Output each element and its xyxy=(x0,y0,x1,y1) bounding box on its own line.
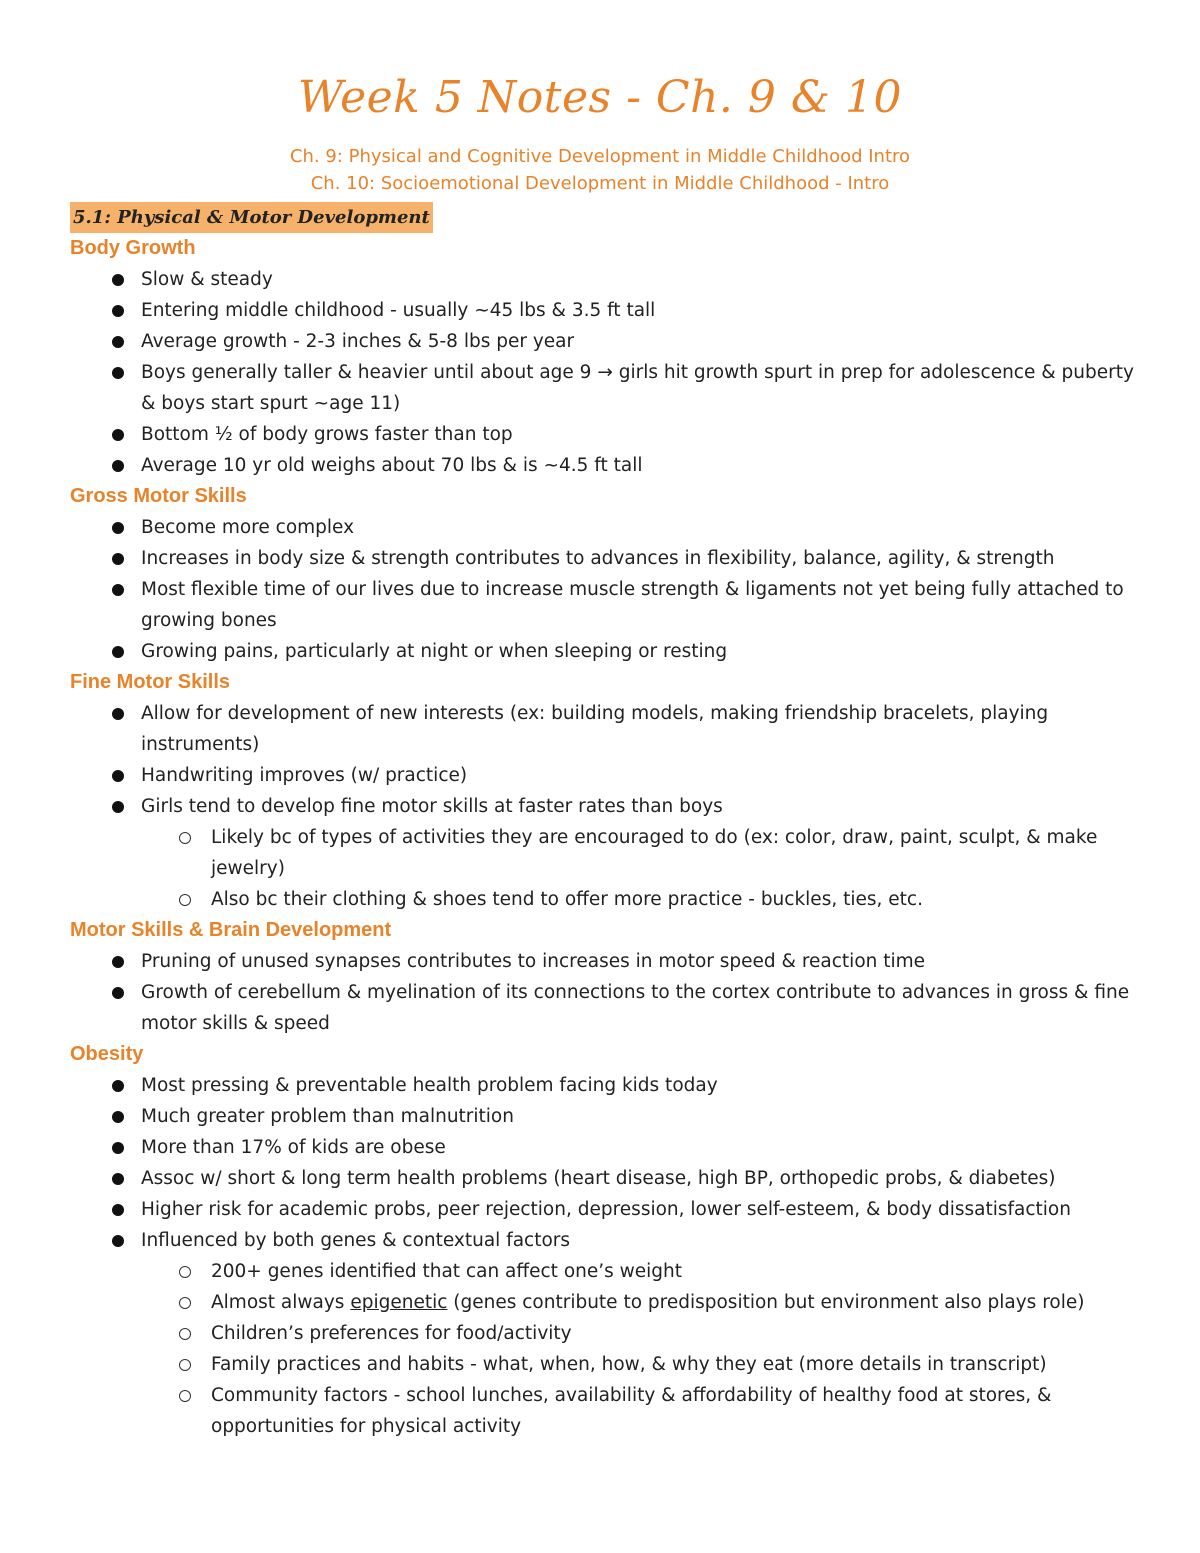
sub-list-item: Also bc their clothing & shoes tend to offer more practice - buckles, ties, etc. xyxy=(70,884,1140,915)
sub-list-item xyxy=(70,1287,1140,1318)
list-item: Influenced by both genes & contextual factors xyxy=(70,1225,1140,1256)
heading-brain-development: Motor Skills & Brain Development xyxy=(70,919,392,941)
list-item: Bottom ½ of body grows faster than top xyxy=(70,419,1140,450)
list-item: Allow for development of new interests (ex: building models, making friendship bracelets, playing instruments) xyxy=(70,698,1140,760)
list-item: Most flexible time of our lives due to increase muscle strength & ligaments not yet being fully attached to growing bones xyxy=(70,574,1140,636)
epigenetic-term: epigenetic xyxy=(350,1292,448,1313)
body-growth-list xyxy=(70,264,1140,481)
list-item: Growing pains, particularly at night or when sleeping or resting xyxy=(70,636,1140,667)
list-item: Boys generally taller & heavier until about age 9 → girls hit growth spurt in prep for adolescence & puberty & boys start spurt ~age 11) xyxy=(70,357,1140,419)
sub-list-item: Community factors - school lunches, availability & affordability of healthy food at stores, & opportunities for physical activity xyxy=(70,1380,1140,1442)
list-item: Entering middle childhood - usually ~45 lbs & 3.5 ft tall xyxy=(70,295,1140,326)
list-item: Growth of cerebellum & myelination of its connections to the cortex contribute to advances in gross & fine motor skills & speed xyxy=(70,977,1140,1039)
list-item: Pruning of unused synapses contributes to increases in motor speed & reaction time xyxy=(70,946,1140,977)
sub-list-item: Family practices and habits - what, when, how, & why they eat (more details in transcript) xyxy=(70,1349,1140,1380)
page-title: Week 5 Notes - Ch. 9 & 10 xyxy=(297,72,903,123)
subtitle-ch10: Ch. 10: Socioemotional Development in Middle Childhood - Intro xyxy=(310,173,890,194)
list-item: Slow & steady xyxy=(70,264,1140,295)
brain-development-list xyxy=(70,946,1140,1039)
gross-motor-list xyxy=(70,512,1140,667)
notes-content xyxy=(70,202,1140,1442)
sub-list-item: Children’s preferences for food/activity xyxy=(70,1318,1140,1349)
subtitle-ch9: Ch. 9: Physical and Cognitive Development in Middle Childhood Intro xyxy=(289,146,911,167)
list-item: Higher risk for academic probs, peer rejection, depression, lower self-esteem, & body dissatisfaction xyxy=(70,1194,1140,1225)
list-item: Increases in body size & strength contributes to advances in flexibility, balance, agility, & strength xyxy=(70,543,1140,574)
heading-body-growth: Body Growth xyxy=(70,237,196,259)
heading-obesity: Obesity xyxy=(70,1043,144,1065)
fine-motor-list xyxy=(70,698,1140,915)
list-item: Girls tend to develop fine motor skills at faster rates than boys xyxy=(70,791,1140,822)
heading-gross-motor: Gross Motor Skills xyxy=(70,485,247,507)
sub-list-item: 200+ genes identified that can affect one’s weight xyxy=(70,1256,1140,1287)
epigenetic-prefix: Almost always xyxy=(211,1292,351,1313)
list-item: Become more complex xyxy=(70,512,1140,543)
section-heading: 5.1: Physical & Motor Development xyxy=(70,202,433,233)
list-item: More than 17% of kids are obese xyxy=(70,1132,1140,1163)
heading-fine-motor: Fine Motor Skills xyxy=(70,671,231,693)
list-item: Average 10 yr old weighs about 70 lbs & is ~4.5 ft tall xyxy=(70,450,1140,481)
obesity-list xyxy=(70,1070,1140,1442)
list-item: Assoc w/ short & long term health problems (heart disease, high BP, orthopedic probs, & diabetes) xyxy=(70,1163,1140,1194)
list-item: Average growth - 2-3 inches & 5-8 lbs per year xyxy=(70,326,1140,357)
epigenetic-suffix: (genes contribute to predisposition but environment also plays role) xyxy=(447,1292,1085,1313)
list-item: Much greater problem than malnutrition xyxy=(70,1101,1140,1132)
list-item: Most pressing & preventable health problem facing kids today xyxy=(70,1070,1140,1101)
list-item: Handwriting improves (w/ practice) xyxy=(70,760,1140,791)
sub-list-item: Likely bc of types of activities they are encouraged to do (ex: color, draw, paint, sculpt, & make jewelry) xyxy=(70,822,1140,884)
